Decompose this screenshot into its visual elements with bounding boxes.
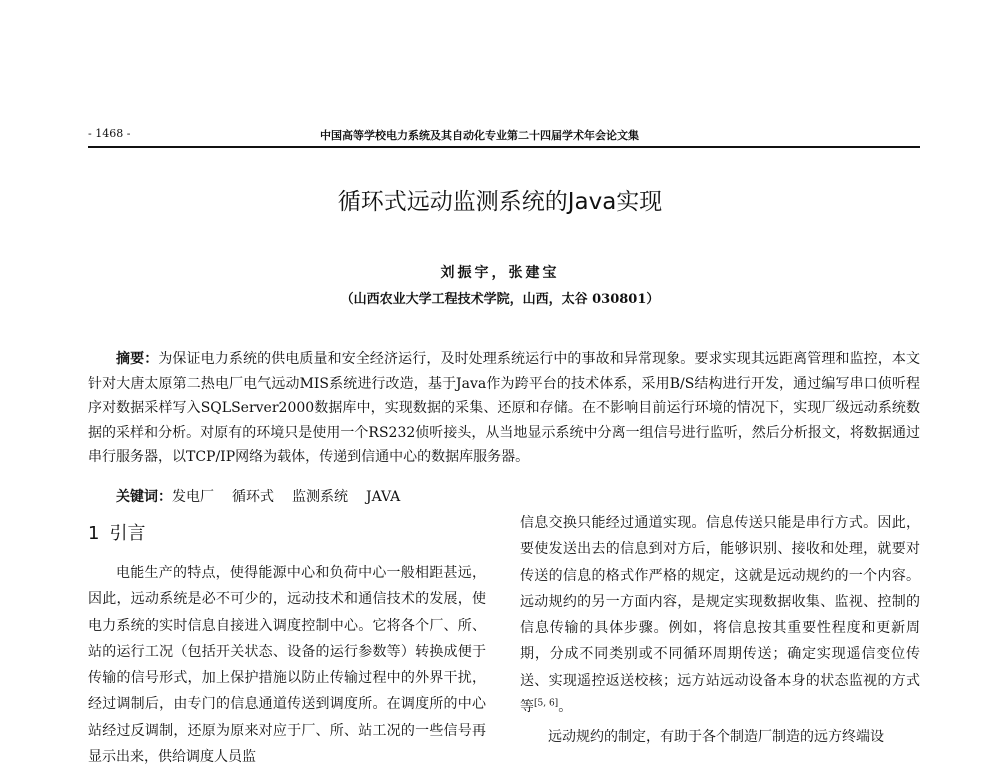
journal-name: 中国高等学校电力系统及其自动化专业第二十四届学术年会论文集	[320, 129, 639, 142]
authors: 刘振宇，张建宝	[440, 265, 560, 281]
section-number: 1	[88, 523, 100, 544]
page-number: - 1468 -	[88, 127, 131, 140]
body-paragraph: 远动规约的制定，有助于各个制造厂制造的远方终端设	[548, 729, 884, 746]
section-heading	[88, 522, 145, 546]
keywords	[116, 485, 896, 509]
body-paragraph-end: 。	[558, 699, 573, 716]
keyword: 发电厂	[172, 489, 214, 505]
section-title: 引言	[109, 523, 146, 544]
abstract-label: 摘要：	[116, 351, 159, 367]
header-rule	[88, 146, 920, 148]
keyword: JAVA	[366, 489, 401, 505]
body-paragraph	[520, 510, 920, 720]
body-column-left	[88, 560, 486, 770]
affiliation: （山西农业大学工程技术学院，山西，太谷 030801）	[340, 292, 660, 307]
running-head	[88, 123, 920, 147]
body-paragraph: 电能生产的特点，使得能源中心和负荷中心一般相距甚远，因此，远动系统是必不可少的，远动技术和通信技术的发展，使电力系统的实时信息自接进入调度控制中心。它将各个厂、所、站的运行工况（包括开关状态、设备的运行参数等）转换成便于传输的信号形式，加上保护措施以防止传输过程中的外界干扰，经过调制后，由专门的信息通道传送到调度所。在调度所的中心站经过反调制，还原为原来对应于厂、所、站工况的一些信号再显示出来，供给调度人员监	[88, 565, 486, 766]
keywords-label: 关键词：	[116, 489, 172, 505]
keyword: 监测系统	[292, 489, 348, 505]
abstract	[88, 347, 920, 470]
keyword: 循环式	[232, 489, 274, 505]
paper-title: 循环式远动监测系统的Java实现	[337, 189, 663, 215]
citation: [5, 6]	[534, 698, 559, 709]
abstract-text: 为保证电力系统的供电质量和安全经济运行，及时处理系统运行中的事故和异常现象。要求实现其远距离管理和监控，本文针对大唐太原第二热电厂电气远动MIS系统进行改造，基于Java作为跨平台的技术体系，采用B/S结构进行开发，通过编写串口侦听程序对数据采样写入SQLServer2000数据库中，实现数据的采集、还原和存储。在不影响目前运行环境的情况下，实现厂级远动系统数据的采样和分析。对原有的环境只是使用一个RS232侦听接头，从当地显示系统中分离一组信号进行监听，然后分析报文，将数据通过串行服务器，以TCP/IP网络为载体，传递到信通中心的数据库服务器。	[88, 351, 921, 465]
body-paragraph-text: 信息交换只能经过通道实现。信息传送只能是串行方式。因此，要使发送出去的信息到对方后，能够识别、接收和处理，就要对传送的信息的格式作严格的规定，这就是远动规约的一个内容。远动规约的另一方面内容，是规定实现数据收集、监视、控制的信息传输的具体步骤。例如，将信息按其重要性程度和更新周期，分成不同类别或不同循环周期传送；确定实现遥信变位传送、实现遥控返送校核；远方站远动设备本身的状态监视的方式等	[520, 515, 920, 716]
body-column-right	[520, 510, 920, 751]
